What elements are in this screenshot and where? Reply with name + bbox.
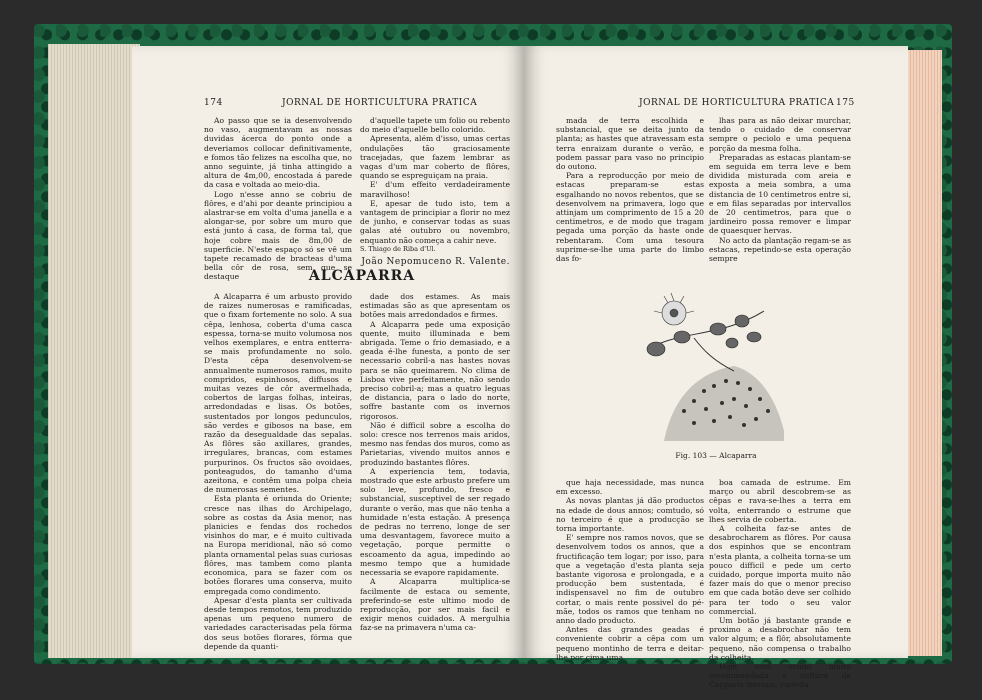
signature-place: S. Thiago de Riba d'Ul. <box>360 244 436 253</box>
paragraph: lhas para as não deixar murchar, tendo o cuidado de conservar sempre o peciolo e uma pequena porção da mesma folha. <box>709 116 851 153</box>
right-page <box>524 46 908 690</box>
paragraph: E' d'um effeito verdadeiramente maravilhoso! <box>360 180 510 199</box>
paragraph: A Alcaparra multiplica-se facilmente de estaca ou semente, preferindo-se este ultimo modo de reproducção, por ser mais facil e exigir menos cuidados. A mergulhia faz-se na primavera n'uma ca- <box>360 577 510 633</box>
left-top-column-1 <box>204 116 352 282</box>
left-bottom-column-2 <box>360 292 510 642</box>
paragraph: que haja necessidade, mas nunca em excesso. <box>556 478 704 497</box>
paragraph: A experiencia tem, todavia, mostrado que este arbusto prefere um solo leve, profundo, fresco e substancial, susceptivel de ser regado durante o verão, mas que não tenha a humidade n'esta estação. A presença de pedras no terreno, longe de ser uma desvantagem, favorece muito a vegetação, porque permitte o escoamento da agua, impedindo ao mesmo tempo que a humidade necessaria se evapore rapidamente. <box>360 466 510 578</box>
paragraph: Apresenta, além d'isso, umas certas ondulações tão graciosamente tracejadas, que fazem lembrar as vagas d'um mar coberto de flôres, quando se espreguiçam na praia. <box>360 134 510 181</box>
page-stack-right <box>904 50 942 656</box>
paragraph: As novas plantas já dão productos na edade de dous annos; comtudo, só no terceiro é que a producção se torna importante. <box>556 496 704 534</box>
right-top-column-1 <box>556 116 704 266</box>
paragraph: dade dos estames. As mais estimadas são as que apresentam os botões mais arredondados e firmes. <box>360 292 510 320</box>
left-top-column-2 <box>360 116 510 266</box>
paragraph: Antes das grandes geadas é conveniente cobrir a cêpa com um pequeno montinho de terra e deitar-lhe por cima uma <box>556 625 704 662</box>
paragraph: A Alcaparra pede uma exposição quente, muito illuminada e bem abrigada. Teme o frio demasiado, e a geada é-lhe funesta, a ponto de ser necessario cobril-a nas hastes novas para se não queimarem. No clima de Lisboa vive perfeitamente, não sendo preciso cobril-a; mas a quatro leguas de distancia, para o lado do norte, soffre bastante com os invernos rigorosos. <box>360 319 510 421</box>
paragraph: Apesar d'esta planta ser cultivada desde tempos remotos, tem produzido apenas um pequeno numero de variedades caracterisadas pela fórma dos seus botões florares, fórma que depende da quanti- <box>204 595 352 651</box>
page-stack-left <box>48 44 140 658</box>
paragraph: Esta planta é oriunda do Oriente; cresce nas ilhas do Archipelago, sobre as costas da Asia menor, nas planicies e fendas dos rochedos visinhos do mar, e é muito cultivada na Europa meridional, não só como planta ornamental pelas suas curiosas flôres, mas tambem como planta economica, para se fazer com os botões florares uma conserva, muito empregada como condimento. <box>204 494 352 596</box>
paragraph: Ao passo que se ia desenvolvendo no vaso, augmentavam as nossas duvidas ácerca do ponto onde a deveriamos collocar definitivamente, e fomos tão felizes na escolha que, no anno seguinte, já tinha attingido a altura de 4m,00, encostada á parede da casa e voltada ao meio-dia. <box>204 116 352 190</box>
running-head-left: JORNAL DE HORTICULTURA PRATICA <box>282 98 478 108</box>
paragraph: mada de terra escolhida e substancial, que se deita junto da planta; as hastes que atravessam esta terra enraizam durante o verão, e podem passar para vaso no principio do outono. <box>556 116 704 172</box>
left-page <box>132 46 524 658</box>
paragraph: A colheita faz-se antes de desabrocharem as flôres. Por causa dos espinhos que se encontram n'esta planta, a colheita torna-se um pouco difficil e pede um certo cuidado, porque importa muito não fazer mais do que o menor preciso em que cada botão deve ser colhido para ter todo o seu valor commercial. <box>709 524 851 616</box>
page-number-left: 174 <box>204 98 223 108</box>
paragraph: A Alcaparra é um arbusto provido de raizes numerosas e ramificadas, que o fixam fortemente no solo. A sua cêpa, lenhosa, coberta d'uma casca espessa, torna-se muito volumosa nos velhos exemplares, e entra entterra-se mais profundamente no solo. D'esta cêpa desenvolvem-se annualmente numerosos ramos, muito compridos, espinhosos, diffusos e muitas vezes de côr avermelhada, cobertos de largas folhas, inteiras, arredondadas e lisas. Os botões, sustentados por longos pedunculos, são verdes e gibosos na base, em razão da desegualdade das sepalas. As flôres são axillares, grandes, irregulares, brancas, com estames purpurinos. Os fructos são ovoidaes, ponteagudos, do tamanho d'uma azeitona, e contêm uma polpa cheia de numerosas sementes. <box>204 292 352 495</box>
paragraph: E, apesar de tudo isto, tem a vantagem de principiar a florir no mez de junho, e conservar todas as suas galas até outubro ou novembro, enquanto não começa a cahir neve. <box>360 198 510 245</box>
paragraph: boa camada de estrume. Em março ou abril descobrem-se as cêpas e rava-se-lhes a terra em volta, enterrando o estrume que lhes servia de coberta. <box>709 478 851 524</box>
paragraph: Preparadas as estacas plantam-se em seguida em terra leve e bem dividida misturada com areia e exposta a meia sombra, a uma distancia de 10 centimetros entre si, e em filas separadas por intervallos de 20 centimetros, para que o jardineiro possa remover e limpar de quaesquer hervas. <box>709 152 851 236</box>
paragraph: Para a reproducção por meio de estacas preparam-se estas esgalhando no novos rebentos, que se desenvolvem na primavera, logo que attinjam um comprimento de 15 a 20 centimetros, e de modo que tragam pegada uma porção da haste onde rebentaram. Com uma tesoura suprime-se-lhe uma parte do limbo das fo- <box>556 171 704 264</box>
paragraph: d'aquelle tapete um folio ou rebento do meio d'aquelle bello colorido. <box>360 116 510 135</box>
right-top-column-2 <box>709 116 851 266</box>
running-head-right: JORNAL DE HORTICULTURA PRATICA <box>639 98 835 108</box>
paragraph: Um botão já bastante grande e proximo a desabrochar não tem valor algum; e a flôr, absolutamente pequeno, não compensa o trabalho da colheita. <box>709 616 851 662</box>
caper-plant-illustration <box>634 291 794 446</box>
article-title: ALCAPARRA <box>308 268 416 284</box>
paragraph: Hoje está sendo muito recommendada a cultura da Capparis inermis, varieda- <box>709 662 851 690</box>
page-number-right: 175 <box>836 98 855 108</box>
paragraph: Não é difficil sobre a escolha do solo: cresce nos terrenos mais aridos, mesmo nas fendas dos muros, como as Parietarias, vivendo muitos annos e produzindo bastantes flôres. <box>360 420 510 467</box>
paragraph: Logo n'esse anno se cobriu de flôres, e d'ahi por deante principiou a alastrar-se em volta d'uma janella e a alongar-se, por sobre um muro que está junto á casa, de forma tal, que hoje cobre mais de 8m,00 de superficie. N'este espaço só se vê um tapete recamado de bracteas d'uma bella côr de rosa, sem que se destaque <box>204 189 352 282</box>
paragraph: No acto da plantação regam-se as estacas, repetindo-se esta operação sempre <box>709 235 851 264</box>
left-bottom-column-1 <box>204 292 352 651</box>
paragraph: E' sempre nos ramos novos, que se desenvolvem todos os annos, que a fructificação tem logar; por isso, para que a vegetação d'esta planta seja bastante vigorosa e prolongada, e a producção bem sustentada, é indispensavel no fim de outubro cortar, o mais rente possivel do pé-mãe, todos os ramos que tenham no anno dado producto. <box>556 533 704 626</box>
right-bottom-column-2 <box>709 478 851 690</box>
author-name: João Nepomuceno R. Valente. <box>361 257 510 268</box>
right-bottom-column-1 <box>556 478 704 662</box>
figure-caption: Fig. 103 — Alcaparra <box>675 451 757 460</box>
